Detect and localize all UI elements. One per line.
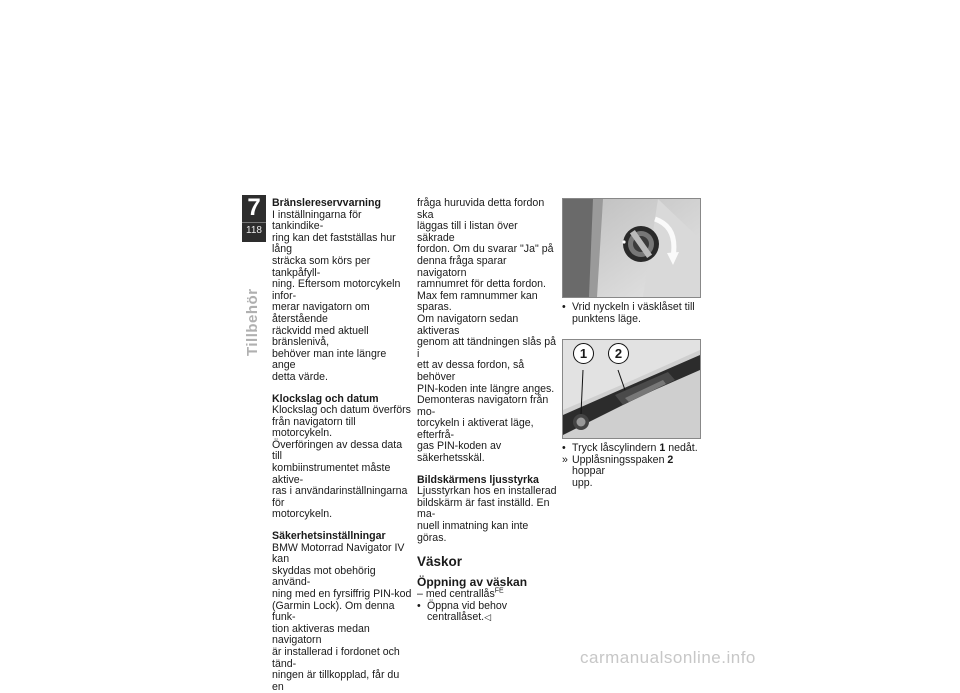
text-line: från navigatorn till motorcykeln. [272, 415, 356, 440]
text-line: räckvidd med aktuell bränslenivå, [272, 324, 369, 349]
text-line: ring kan det fastställas hur lång [272, 231, 396, 256]
text-line: fordon. Om du svarar "Ja" på [417, 243, 554, 256]
text-line: är installerad i fordonet och tänd- [272, 645, 400, 670]
heading-security: Säkerhetsinställningar [272, 530, 386, 543]
heading-open-case: Öppning av väskan [417, 575, 528, 590]
text-line: ramnumret för detta fordon. [417, 278, 546, 291]
paragraph-security-cont [417, 198, 557, 465]
callout-2: 2 [608, 343, 629, 364]
ref-number: 1 [659, 442, 666, 455]
side-chapter-title: Tillbehör [244, 288, 261, 356]
text-line: Ljusstyrkan hos en installerad [417, 485, 557, 498]
bullet-marker: • [562, 301, 566, 313]
ref-number: 2 [667, 453, 674, 466]
paragraph-fuel [272, 210, 412, 384]
text-line: hoppar [572, 465, 605, 478]
text-line: tion aktiveras medan navigatorn [272, 622, 370, 647]
heading-brightness: Bildskärmens ljusstyrka [417, 473, 539, 486]
end-mark-icon: ◁ [484, 612, 492, 623]
paragraph-security [272, 543, 412, 693]
text-line: ning. Eftersom motorcykeln infor- [272, 278, 401, 302]
list-item [417, 601, 557, 624]
text-line: sträcka som körs per tankpåfyll- [272, 254, 371, 279]
equipment-text: med centrallås [425, 588, 495, 601]
text-line: läggas till i listan över säkrade [417, 220, 518, 244]
text-line: ras i användarinställningarna för [272, 485, 408, 509]
text-line: ett av dessa fordon, så behöver [417, 359, 525, 383]
page-number: 118 [242, 222, 266, 238]
text-line: gas PIN-koden av säkerhetsskäl. [417, 440, 502, 465]
dash-marker: – [417, 588, 423, 601]
text-line: (Garmin Lock). Om denna funk- [272, 599, 395, 624]
photo-lock-lever [562, 339, 701, 439]
callout-1: 1 [573, 343, 594, 364]
heading-cases: Väskor [417, 554, 463, 570]
text-line: denna fråga sparar navigatorn [417, 254, 507, 279]
text-line: merar navigatorn om återstående [272, 301, 370, 325]
text-line: fråga huruvida detta fordon ska [417, 197, 545, 221]
text-line: bildskärm är fast inställd. En ma- [417, 496, 550, 521]
text-line: Max fem ramnummer kan sparas. [417, 289, 538, 314]
bullet-marker: • [562, 442, 566, 455]
text-line: punktens läge. [572, 312, 641, 325]
paragraph-clock [272, 405, 412, 521]
text-line: genom att tändningen slås på i [417, 336, 556, 360]
text-line: detta värde. [272, 370, 328, 383]
text-line: Demonteras navigatorn från mo- [417, 394, 549, 418]
list-item [562, 302, 707, 325]
text-line: Vrid nyckeln i väsklåset till [572, 301, 695, 313]
text-line: motorcykeln. [272, 508, 333, 521]
result-marker: » [562, 453, 568, 466]
text-line: Överföringen av dessa data till [272, 438, 403, 463]
text-line: upp. [572, 476, 593, 489]
paragraph-brightness [417, 486, 557, 544]
text-line: nuell inmatning kan inte göras. [417, 520, 529, 544]
text-line: kombiinstrumentet måste aktive- [272, 462, 391, 486]
equipment-code: FE [494, 587, 504, 595]
heading-fuel-reserve: Bränslereservvarning [272, 197, 381, 209]
text-line: skyddas mot obehörig använd- [272, 564, 376, 589]
text-line: BMW Motorrad Navigator IV kan [272, 541, 405, 566]
list-item [562, 455, 707, 490]
text-column-2 [417, 198, 557, 624]
bullet-marker: • [417, 599, 421, 612]
text-line: Upplåsningsspaken [572, 453, 665, 466]
text-line: Tryck låscylindern [572, 442, 657, 455]
text-line: ning med en fyrsiffrig PIN-kod [272, 588, 412, 600]
text-column-1 [272, 198, 412, 693]
photo-lock-key [562, 198, 701, 298]
text-line: ningen är tillkopplad, får du en [272, 669, 400, 693]
list-item-text: Öppna vid behov centrallåset. [427, 599, 508, 624]
text-line: Om navigatorn sedan aktiveras [417, 312, 519, 337]
text-column-3 [562, 198, 707, 490]
heading-clock-date: Klockslag och datum [272, 392, 379, 405]
text-line: nedåt. [668, 442, 698, 455]
text-line: Klockslag och datum överförs [272, 404, 411, 417]
text-line: I inställningarna för tankindike- [272, 208, 362, 233]
chapter-tab [242, 195, 266, 242]
watermark: carmanualsonline.info [580, 648, 756, 667]
text-line: behöver man inte längre ange [272, 347, 387, 372]
text-line: torcykeln i aktiverat läge, efterfrå- [417, 417, 534, 441]
text-line: PIN-koden inte längre anges. [417, 382, 555, 395]
chapter-number: 7 [247, 194, 261, 221]
